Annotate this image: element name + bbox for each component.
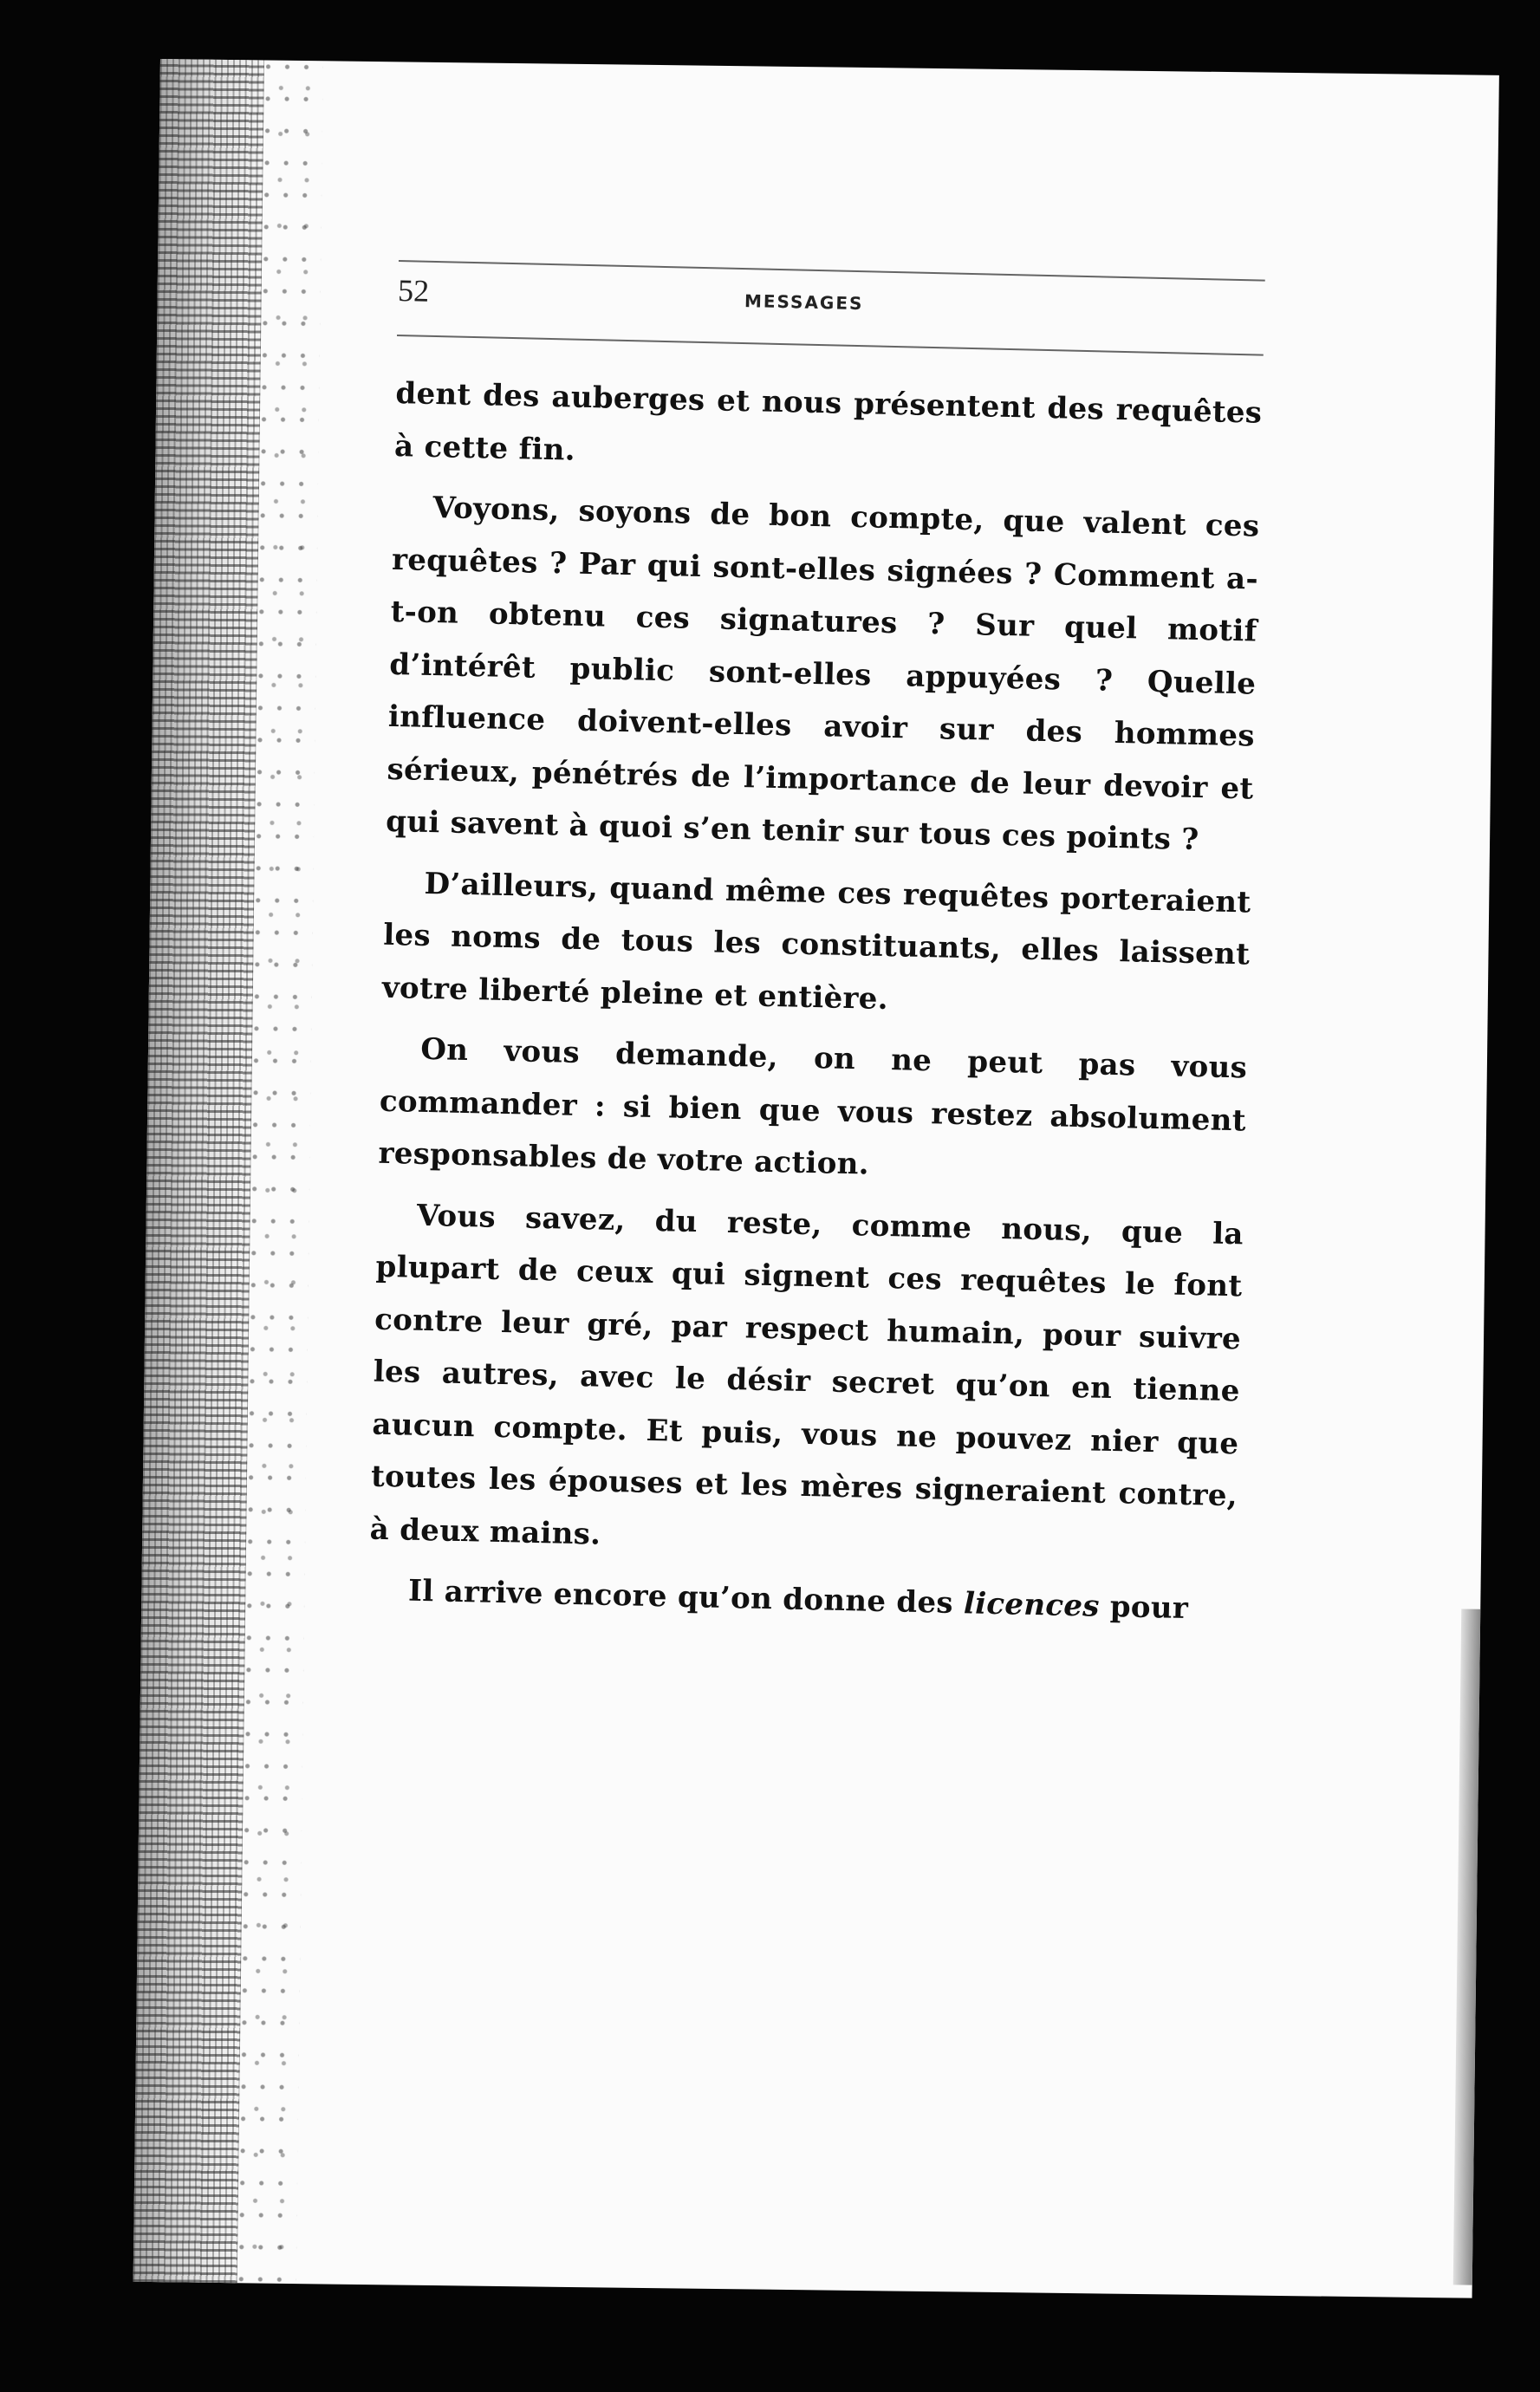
page-edge-shadow: [1453, 1609, 1481, 2285]
paragraph: Vous savez, du reste, comme nous, que la plupart de ceux qui signent ces requêtes le font contre leur gré, par respect humain, pour suivre les autres, avec le désir secret qu’on en tienne aucun compte. Et puis, vous ne pouvez nier que toutes les épouses et les mères signeraient contre, à deux mains.: [369, 1198, 1244, 1552]
paragraph: Voyons, soyons de bon compte, que valent ces requêtes ? Par qui sont-elles signées ? Comment a-t-on obtenu ces signatures ? Sur quel motif d’intérêt public sont-elles appuyées ? Quelle influence doivent-elles avoir sur des hommes sérieux, pénétrés de l’importance de leur devoir et qui savent à quoi s’en tenir sur tous ces points ?: [385, 490, 1260, 858]
paragraph: D’ailleurs, quand même ces requêtes porteraient les noms de tous les constituants, elles laissent votre liberté pleine et entière.: [381, 866, 1251, 1017]
paragraph: On vous demande, on ne peut pas vous commander : si bien que vous restez absolument responsables de votre action.: [378, 1031, 1248, 1182]
paragraph: dent des auberges et nous présentent des requêtes à cette fin.: [393, 375, 1263, 468]
paragraph-text: pour: [1099, 1589, 1189, 1627]
running-head: MESSAGES: [744, 290, 864, 315]
page-header: [397, 272, 1264, 348]
page-number: 52: [397, 272, 430, 309]
italic-word: licences: [963, 1586, 1101, 1624]
text-block: [367, 260, 1264, 1636]
paragraph-text: Il arrive encore qu’on donne des: [407, 1573, 965, 1622]
